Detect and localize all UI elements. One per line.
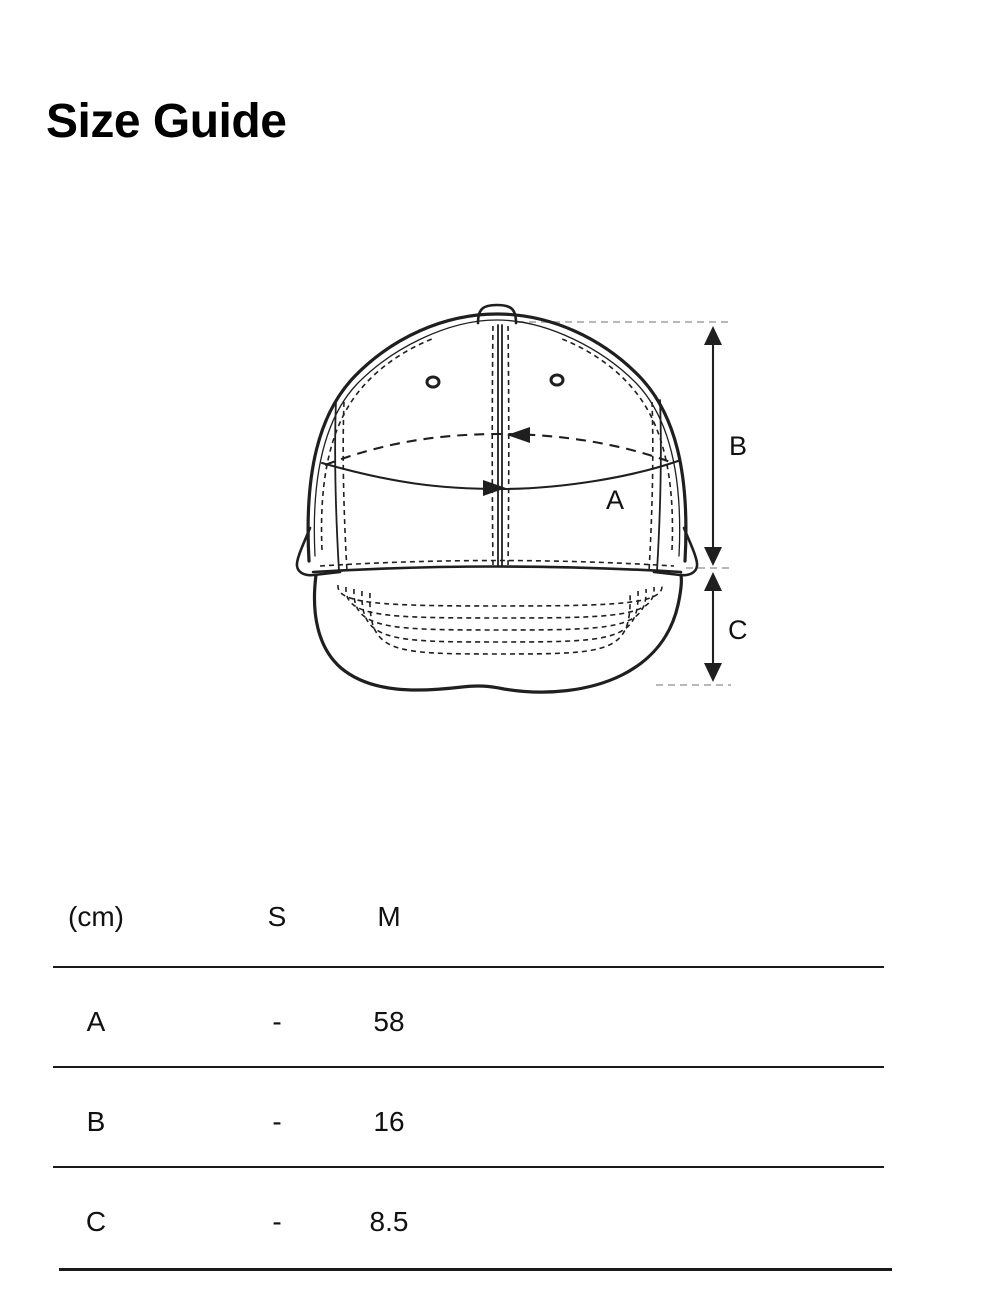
table-cell-value: - [272, 1106, 282, 1137]
table-divider [53, 1166, 884, 1168]
table-cell-value: - [272, 1206, 282, 1237]
table-cell-value: - [272, 1006, 282, 1037]
page-title: Size Guide [46, 95, 287, 148]
label-a: A [606, 485, 625, 515]
table-unit-header: (cm) [68, 901, 124, 932]
table-column-header-s: S [267, 901, 287, 932]
table-row-label: C [85, 1206, 107, 1237]
table-cell-value: 16 [373, 1106, 405, 1137]
table-column-header-m: M [377, 901, 401, 932]
table-cell-value: 58 [373, 1006, 405, 1037]
table-divider [53, 1066, 884, 1068]
table-row-label: B [86, 1106, 106, 1137]
table-bottom-border [59, 1268, 892, 1271]
label-b: B [729, 431, 748, 461]
table-row-label: A [86, 1006, 106, 1037]
table-divider [53, 966, 884, 968]
label-c: C [728, 615, 748, 645]
table-cell-value: 8.5 [369, 1206, 409, 1237]
